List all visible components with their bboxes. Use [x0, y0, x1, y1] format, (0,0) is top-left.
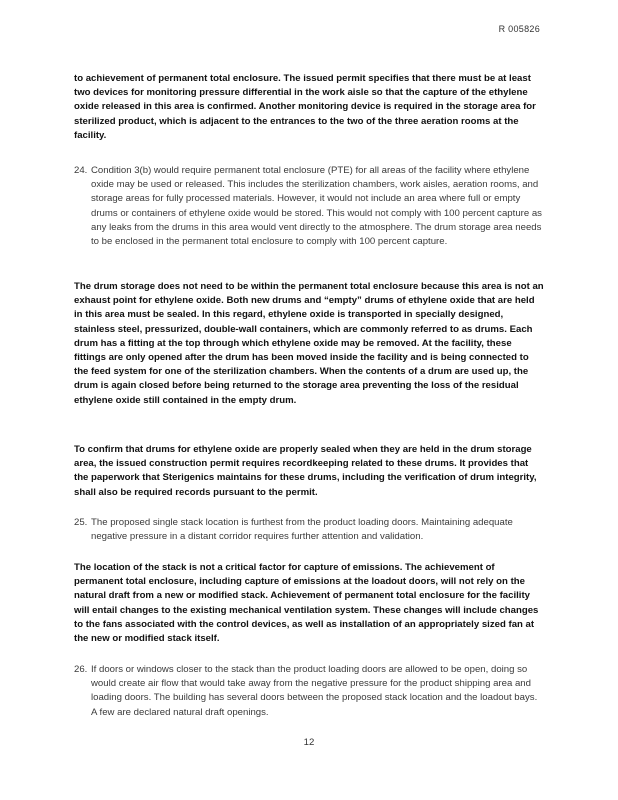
response-24-recordkeeping: To confirm that drums for ethylene oxide are properly sealed when they are held in the drum storage area, the issued construction permit requires recordkeeping related to these drums. It provides that the paperwork that Sterigenics maintains for these drums, including the verification of drum integrity, shall also be required records pursuant to the permit.	[74, 444, 537, 498]
comment-26-number: 26.	[74, 664, 88, 675]
response-25-stack-location: The location of the stack is not a critical factor for capture of emissions. The achievement of permanent total enclosure, including capture of emissions at the loadout doors, will not rely on the natural draft from a new or modified stack. Achievement of permanent total enclosure for the facility will entail changes to the existing mechanical ventilation system. These changes will include changes to the fans associated with the control devices, as well as installation of an appropriately sized fan at the new or modified stack itself.	[74, 562, 539, 645]
comment-25	[74, 516, 544, 544]
comment-24-number: 24.	[74, 165, 88, 176]
response-24-drum-storage: The drum storage does not need to be within the permanent total enclosure because this area is not an exhaust point for ethylene oxide. Both new drums and “empty” drums of ethylene oxide that are held in this area must be sealed. In this regard, ethylene oxide is transported in specially designed, stainless steel, pressurized, double-wall containers, which are commonly referred to as drums. Each drum has a fitting at the top through which ethylene oxide may be removed. At the facility, these fittings are only opened after the drum has been moved inside the facility and is being connected to the feed system for one of the sterilization chambers. When the contents of a drum are used up, the drum is again closed before being returned to the storage area preventing the loss of the residual ethylene oxide still contained in the empty drum.	[74, 281, 544, 406]
comment-24-body: Condition 3(b) would require permanent total enclosure (PTE) for all areas of the facility where ethylene oxide may be used or released. This includes the sterilization chambers, work aisles, aeration rooms, and storage areas for fully processed materials. However, it would not include an area where full or empty drums or containers of ethylene oxide would be stored. This would not comply with 100 percent capture as any leaks from the drums in this area would vent directly to the atmosphere. The drum storage area needs to be enclosed in the permanent total enclosure to comply with 100 percent capture.	[91, 165, 542, 248]
page-number: 12	[303, 737, 315, 748]
comment-25-number: 25.	[74, 517, 88, 528]
bates-number: R 005826	[498, 24, 540, 34]
comment-26	[74, 663, 544, 720]
comment-25-text	[91, 516, 544, 544]
comment-25-body: The proposed single stack location is furthest from the product loading doors. Maintaining adequate negative pressure in a distant corridor requires further attention and validation.	[91, 517, 513, 543]
comment-26-text	[91, 663, 544, 720]
comment-26-body: If doors or windows closer to the stack than the product loading doors are allowed to be open, doing so would create air flow that would take away from the negative pressure for the product shipping area and loading doors. The building has several doors between the proposed stack location and the loadout bays. A few are declared natural draft openings.	[91, 664, 538, 718]
comment-24-text	[91, 164, 544, 249]
paragraph-permit-monitoring: to achievement of permanent total enclosure. The issued permit specifies that there must be at least two devices for monitoring pressure differential in the work aisle so that the capture of the ethylene oxide released in this area is confirmed. Another monitoring device is required in the storage area for sterilized product, which is adjacent to the entrances to the two of the three aeration rooms at the facility.	[74, 73, 536, 141]
comment-24	[74, 164, 544, 249]
